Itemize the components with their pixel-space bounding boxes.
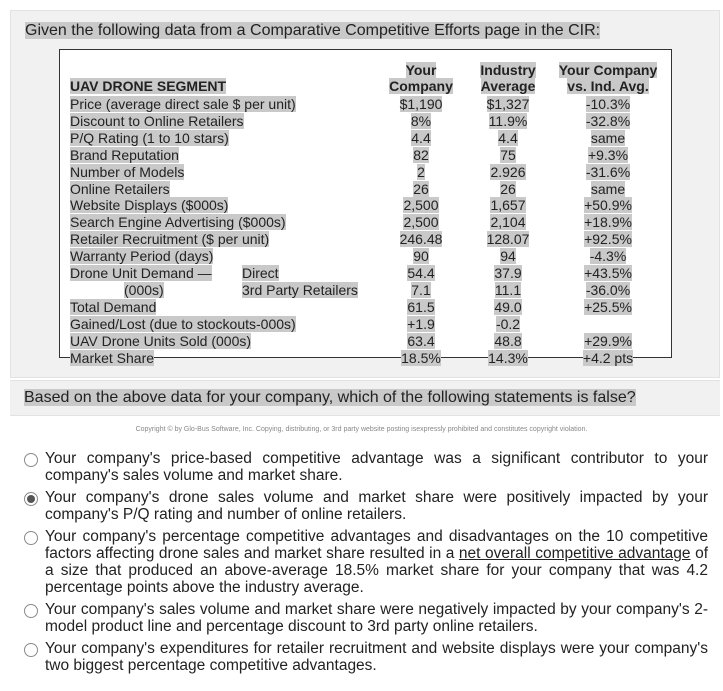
industry-average-value: 2.926 [490, 163, 526, 180]
row-sublabel: Direct [242, 265, 279, 281]
your-company-value: 63.4 [407, 332, 435, 349]
industry-average-value: 37.9 [494, 265, 522, 281]
industry-average-header: Industry Average [480, 62, 536, 94]
vs-industry-value: +43.5% [584, 265, 632, 281]
option-text: Your company's sales volume and market share were negatively impacted by your company's 2-model product line and percentage discount to 3rd party online retailers. [45, 601, 708, 635]
row-label: Market Share [70, 349, 155, 366]
industry-average-value: 14.3% [488, 349, 528, 366]
vs-industry-header: Your Company vs. Ind. Avg. [558, 62, 658, 94]
row-label: Online Retailers [70, 180, 170, 197]
row-label: P/Q Rating (1 to 10 stars) [70, 129, 229, 146]
row-label: Website Displays ($000s) [70, 197, 229, 214]
your-company-header: Your Company [389, 62, 453, 94]
industry-average-value: -0.2 [495, 315, 521, 332]
vs-industry-value: same [590, 129, 626, 146]
your-company-value: 90 [413, 248, 429, 265]
row-sublabel: 3rd Party Retailers [242, 281, 358, 298]
row-label: Warranty Period (days) [70, 248, 214, 265]
copyright-notice: Copyright © by Glo-Bus Software, Inc. Copying, distributing, or 3rd party website posting isexpressly prohibited and constitutes copyright violation. [135, 426, 588, 433]
row-label: Price (average direct sale $ per unit) [70, 96, 296, 112]
row-label: Total Demand [70, 298, 157, 315]
option-text: Your company's expenditures for retailer recruitment and website displays were your company's two biggest percentage competitive advantages. [45, 640, 708, 674]
question-data-panel [10, 10, 720, 378]
vs-industry-value: +4.2 pts [582, 349, 634, 366]
your-company-value: 2,500 [403, 214, 439, 231]
row-label: Search Engine Advertising ($000s) [70, 214, 286, 231]
vs-industry-value: +92.5% [584, 231, 632, 248]
industry-average-value: 94 [500, 248, 516, 265]
industry-average-value: 128.07 [486, 231, 530, 248]
row-label: (000s) [124, 281, 164, 298]
your-company-value: 82 [413, 146, 429, 163]
your-company-value: 4.4 [411, 129, 431, 146]
segment-header: UAV DRONE SEGMENT [70, 78, 227, 94]
vs-industry-value: +18.9% [584, 214, 632, 231]
question-text: Based on the above data for your company, which of the following statements is false? [24, 389, 636, 406]
your-company-value: +1.9 [407, 315, 435, 332]
your-company-value: 61.5 [407, 298, 435, 315]
your-company-value: 7.1 [411, 281, 431, 298]
row-label: Gained/Lost (due to stockouts-000s) [70, 315, 296, 332]
radio-button[interactable] [24, 643, 38, 657]
radio-button[interactable] [24, 492, 38, 506]
industry-average-value: $1,327 [486, 96, 530, 112]
your-company-value: 54.4 [407, 265, 435, 281]
intro-text: Given the following data from a Comparative Competitive Efforts page in the CIR: [25, 22, 601, 39]
question-band [10, 380, 720, 416]
row-label: Drone Unit Demand — [70, 265, 212, 281]
industry-average-value: 1,657 [490, 197, 526, 214]
row-label: Discount to Online Retailers [70, 112, 244, 129]
row-label: Brand Reputation [70, 146, 179, 163]
industry-average-value: 11.1 [494, 281, 522, 298]
your-company-value: 18.5% [401, 349, 441, 366]
your-company-value: $1,190 [399, 96, 443, 112]
competitive-efforts-table [59, 49, 672, 366]
industry-average-value: 49.0 [494, 298, 522, 315]
vs-industry-value: +25.5% [584, 298, 632, 315]
radio-button[interactable] [24, 604, 38, 618]
option-text: Your company's drone sales volume and market share were positively impacted by your company's P/Q rating and number of online retailers. [45, 489, 708, 523]
vs-industry-value: +50.9% [584, 197, 632, 214]
your-company-value: 246.48 [399, 231, 443, 248]
industry-average-value: 2,104 [490, 214, 526, 231]
row-label: Number of Models [70, 163, 185, 180]
industry-average-value: 4.4 [498, 129, 518, 146]
row-label: UAV Drone Units Sold (000s) [70, 332, 252, 349]
vs-industry-value: -32.8% [585, 112, 631, 129]
your-company-value: 2,500 [403, 197, 439, 214]
industry-average-value: 75 [500, 146, 516, 163]
vs-industry-value: -36.0% [585, 281, 631, 298]
industry-average-value: 11.9% [488, 112, 528, 129]
your-company-value: 8% [410, 112, 432, 129]
option-text: Your company's percentage competitive advantages and disadvantages on the 10 competitive factors affecting drone sales and market share resulted in a net overall competitive advantage of a size that produced an above-average 18.5% market share for your company that was 4.2 percentage points above the industry average. [45, 528, 708, 596]
industry-average-value: 48.8 [494, 332, 522, 349]
industry-average-value: 26 [500, 180, 516, 197]
vs-industry-value: +29.9% [584, 332, 632, 349]
row-label: Retailer Recruitment ($ per unit) [70, 231, 270, 248]
vs-industry-value: -4.3% [589, 248, 627, 265]
vs-industry-value: -31.6% [585, 163, 631, 180]
vs-industry-value: +9.3% [587, 146, 629, 163]
your-company-value: 2 [417, 163, 425, 180]
your-company-value: 26 [413, 180, 429, 197]
radio-button[interactable] [24, 531, 38, 545]
vs-industry-value: -10.3% [585, 96, 631, 112]
option-text: Your company's price-based competitive advantage was a significant contributor to your company's sales volume and market share. [45, 450, 708, 484]
vs-industry-value: same [590, 180, 626, 197]
radio-button[interactable] [24, 453, 38, 467]
